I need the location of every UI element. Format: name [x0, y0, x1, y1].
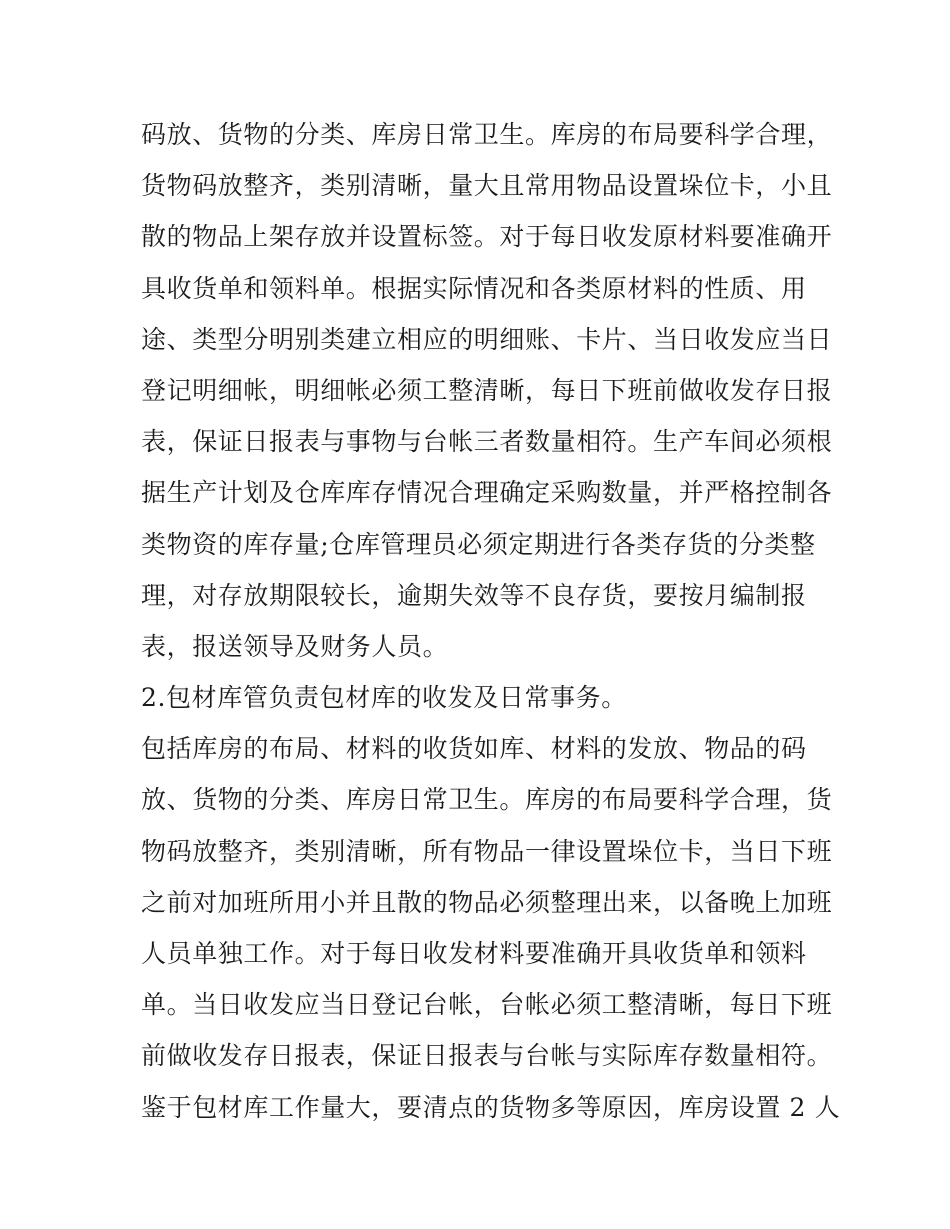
text-line: 单。当日收发应当日登记台帐，台帐必须工整清晰，每日下班 — [141, 990, 833, 1020]
text-line: 表，报送领导及财务人员。 — [141, 631, 449, 661]
text-line: 散的物品上架存放并设置标签。对于每日收发原材料要准确开 — [141, 222, 833, 252]
text-line: 物码放整齐，类别清晰，所有物品一律设置垛位卡，当日下班 — [141, 836, 833, 866]
text-line: 具收货单和领料单。根据实际情况和各类原材料的性质、用 — [141, 273, 807, 303]
text-line: 人员单独工作。对于每日收发材料要准确开具收货单和领料 — [141, 939, 807, 968]
text-line: 包括库房的布局、材料的收货如库、材料的发放、物品的码 — [141, 734, 807, 764]
text-line: 之前对加班所用小并且散的物品必须整理出来，以备晚上加班 — [141, 887, 833, 917]
section-heading: 2.包材库管负责包材库的收发及日常事务。 — [141, 683, 627, 713]
text-line: 途、类型分明别类建立相应的明细账、卡片、当日收发应当日 — [141, 324, 833, 354]
text-line: 理，对存放期限较长，逾期失效等不良存货，要按月编制报 — [141, 580, 807, 610]
text-line: 鉴于包材库工作量大，要清点的货物多等原因，库房设置 2 人 — [141, 1092, 841, 1122]
text-line: 登记明细帐，明细帐必须工整清晰，每日下班前做收发存日报 — [141, 375, 833, 405]
text-line: 表，保证日报表与事物与台帐三者数量相符。生产车间必须根 — [141, 427, 833, 457]
text-line: 据生产计划及仓库库存情况合理确定采购数量，并严格控制各 — [141, 478, 833, 508]
text-line: 放、货物的分类、库房日常卫生。库房的布局要科学合理，货 — [141, 785, 833, 815]
document-body — [141, 109, 841, 1133]
text-line: 码放、货物的分类、库房日常卫生。库房的布局要科学合理， — [141, 120, 833, 149]
text-line: 类物资的库存量;仓库管理员必须定期进行各类存货的分类整 — [141, 529, 816, 559]
text-line: 前做收发存日报表，保证日报表与台帐与实际库存数量相符。 — [141, 1041, 833, 1071]
text-line: 货物码放整齐，类别清晰，量大且常用物品设置垛位卡，小且 — [141, 171, 833, 201]
